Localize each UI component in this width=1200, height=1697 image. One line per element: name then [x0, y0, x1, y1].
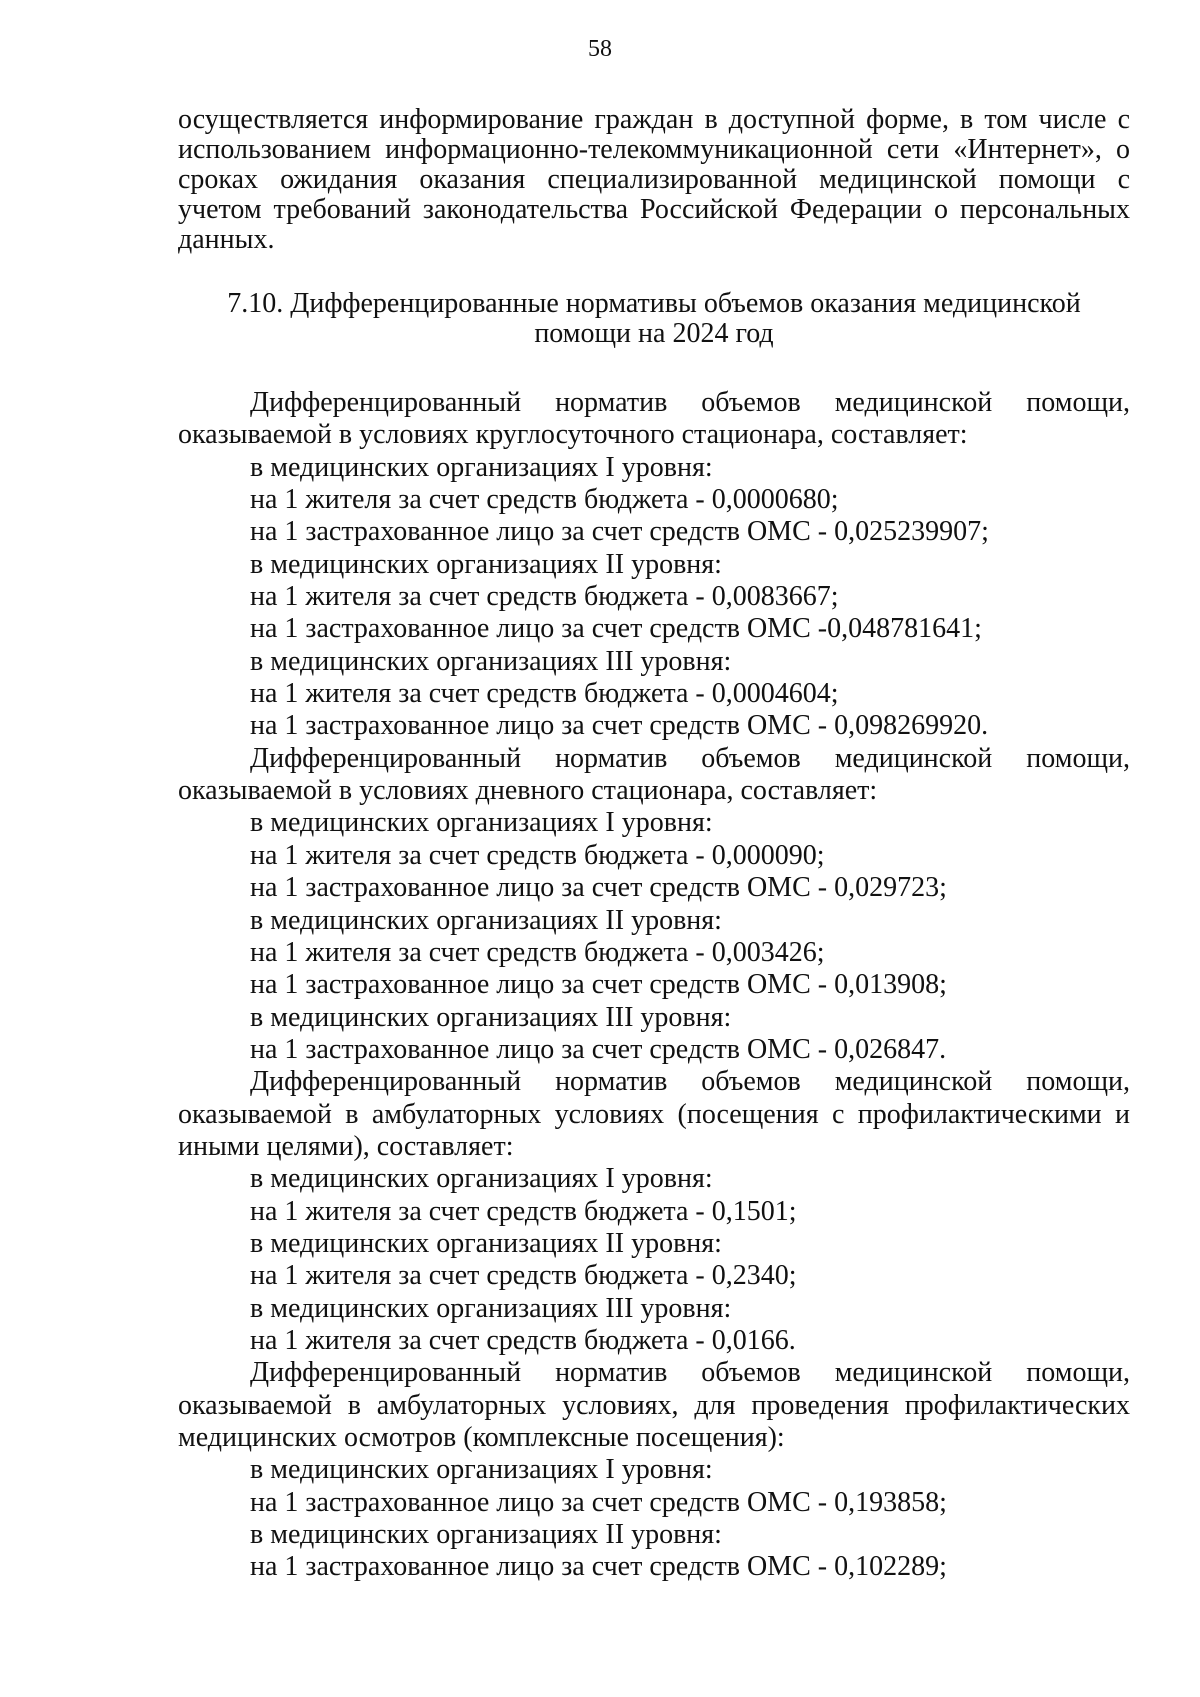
list-item: на 1 жителя за счет средств бюджета - 0,0004604;: [250, 678, 839, 710]
list-item: на 1 застрахованное лицо за счет средств ОМС -0,048781641;: [250, 613, 982, 645]
page-number: 58: [588, 36, 612, 62]
list-item: на 1 застрахованное лицо за счет средств ОМС - 0,025239907;: [250, 516, 989, 548]
block-4-paragraph: Дифференцированный норматив объемов медицинской помощи, оказываемой в амбулаторных условиях, для проведения профилактических медицинских осмотров (комплексные посещения):: [178, 1357, 1130, 1453]
norms-body: [178, 387, 1130, 1584]
intro-paragraph: осуществляется информирование граждан в доступной форме, в том числе с использованием информационно-телекоммуникационной сети «Интернет», о сроках ожидания оказания специализированной медицинской помощи с учетом требований законодательства Российской Федерации о персональных данных.: [178, 104, 1130, 255]
list-item: на 1 жителя за счет средств бюджета - 0,1501;: [250, 1195, 797, 1227]
list-item: на 1 застрахованное лицо за счет средств ОМС - 0,098269920.: [250, 710, 989, 742]
list-item: в медицинских организациях I уровня:: [250, 1163, 713, 1195]
list-item: на 1 застрахованное лицо за счет средств ОМС - 0,026847.: [250, 1033, 947, 1065]
list-item: на 1 застрахованное лицо за счет средств ОМС - 0,029723;: [250, 872, 947, 904]
list-item: в медицинских организациях II уровня:: [250, 548, 722, 580]
list-item: в медицинских организациях I уровня:: [250, 1454, 713, 1486]
list-item: на 1 жителя за счет средств бюджета - 0,0083667;: [250, 581, 839, 613]
section-heading-line-2: помощи на 2024 год: [534, 318, 774, 349]
list-item: в медицинских организациях III уровня:: [250, 1001, 732, 1033]
list-item: в медицинских организациях II уровня:: [250, 1519, 722, 1551]
list-item: в медицинских организациях II уровня:: [250, 904, 722, 936]
list-item: на 1 жителя за счет средств бюджета - 0,003426;: [250, 936, 825, 968]
list-item: в медицинских организациях I уровня:: [250, 807, 713, 839]
list-item: на 1 жителя за счет средств бюджета - 0,2340;: [250, 1260, 797, 1292]
list-item: на 1 жителя за счет средств бюджета - 0,0000680;: [250, 484, 839, 516]
section-heading: [178, 289, 1130, 349]
list-item: в медицинских организациях III уровня:: [250, 1292, 732, 1324]
list-item: в медицинских организациях III уровня:: [250, 645, 732, 677]
list-item: в медицинских организациях II уровня:: [250, 1227, 722, 1259]
list-item: в медицинских организациях I уровня:: [250, 451, 713, 483]
list-item: на 1 застрахованное лицо за счет средств ОМС - 0,013908;: [250, 969, 947, 1001]
list-item: на 1 застрахованное лицо за счет средств ОМС - 0,193858;: [250, 1486, 947, 1518]
block-1-paragraph: Дифференцированный норматив объемов медицинской помощи, оказываемой в условиях круглосуточного стационара, составляет:: [178, 387, 1130, 451]
list-item: на 1 застрахованное лицо за счет средств ОМС - 0,102289;: [250, 1551, 947, 1583]
section-heading-line-1: 7.10. Дифференцированные нормативы объемов оказания медицинской: [227, 288, 1081, 319]
block-3-paragraph: Дифференцированный норматив объемов медицинской помощи, оказываемой в амбулаторных условиях (посещения с профилактическими и иными целями), составляет:: [178, 1066, 1130, 1162]
list-item: на 1 жителя за счет средств бюджета - 0,000090;: [250, 839, 825, 871]
block-2-paragraph: Дифференцированный норматив объемов медицинской помощи, оказываемой в условиях дневного стационара, составляет:: [178, 742, 1130, 807]
list-item: на 1 жителя за счет средств бюджета - 0,0166.: [250, 1324, 796, 1356]
